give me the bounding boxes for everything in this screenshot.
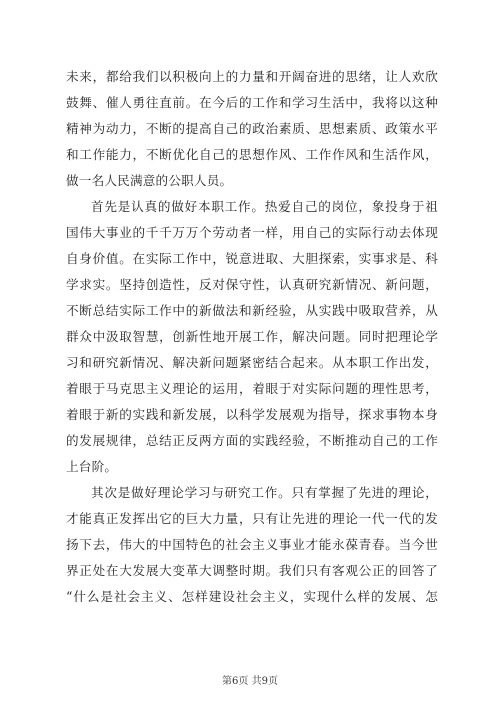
text-line: “什么是社会主义、怎样建设社会主义，实现什么样的发展、怎 <box>66 589 438 604</box>
text-line: 首先是认真的做好本职工作。热爱自己的岗位，象投身于祖 <box>91 199 438 214</box>
text-line: 国伟大事业的千千万万个劳动者一样，用自己的实际行动去体现 <box>66 225 438 240</box>
text-line: 着眼于马克思主义理论的运用，着眼于对实际问题的理性思考， <box>66 381 438 396</box>
text-line: 的发展规律，总结正反两方面的实践经验，不断推动自己的工作 <box>66 433 438 448</box>
text-line: 着眼于新的实践和新发展，以科学发展观为指导，探求事物本身 <box>66 407 438 422</box>
text-line: 未来，都给我们以积极向上的力量和开阔奋进的思绪，让人欢欣 <box>66 69 438 84</box>
text-line: 精神为动力，不断的提高自己的政治素质、思想素质、政策水平 <box>66 121 438 136</box>
text-line: 上台阶。 <box>66 459 118 474</box>
text-line: 界正处在大发展大变革大调整时期。我们只有客观公正的回答了 <box>66 563 438 578</box>
page-number-footer: 第6页 共9页 <box>222 676 278 687</box>
text-line: 不断总结实际工作中的新做法和新经验，从实践中吸取营养，从 <box>66 303 438 318</box>
text-line: 和工作能力，不断优化自己的思想作风、工作作风和生活作风， <box>66 147 438 162</box>
text-line: 才能真正发挥出它的巨大力量，只有让先进的理论一代一代的发 <box>66 511 438 526</box>
document-body <box>66 64 438 610</box>
text-line: 做一名人民满意的公职人员。 <box>66 173 233 188</box>
text-line: 学求实。坚持创造性，反对保守性，认真研究新情况、新问题， <box>66 277 438 292</box>
text-line: 自身价值。在实际工作中，锐意进取、大胆探索，实事求是、科 <box>66 251 438 266</box>
text-line: 习和研究新情况、解决新问题紧密结合起来。从本职工作出发， <box>66 355 438 370</box>
text-line: 扬下去，伟大的中国特色的社会主义事业才能永葆青春。当今世 <box>66 537 438 552</box>
text-line: 鼓舞、催人勇往直前。在今后的工作和学习生活中，我将以这种 <box>66 95 438 110</box>
text-line: 其次是做好理论学习与研究工作。只有掌握了先进的理论， <box>91 485 438 500</box>
text-line: 群众中汲取智慧，创新性地开展工作，解决问题。同时把理论学 <box>66 329 438 344</box>
